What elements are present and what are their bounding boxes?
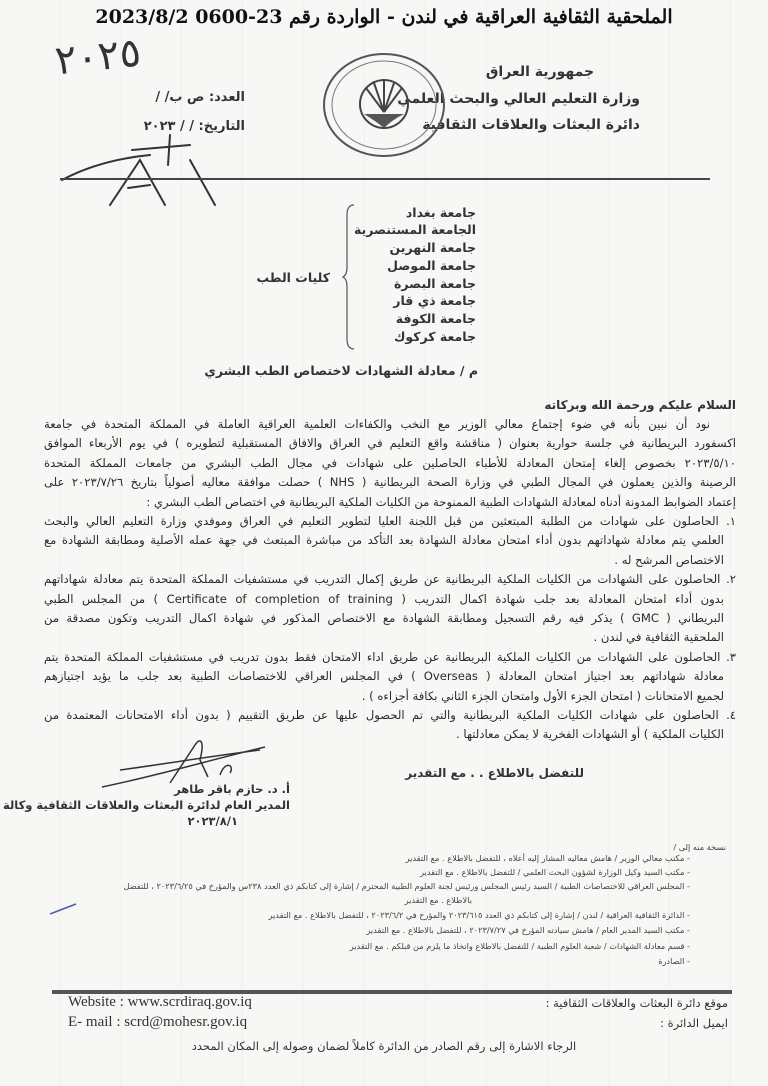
brace-icon: [342, 203, 358, 351]
received-stamp-banner: الملحقية الثقافية العراقية في لندن - الواردة رقم 23-0600 2023/8/2: [95, 6, 673, 28]
footer-note: الرجاء الاشارة إلى رقم الصادر من الدائرة كاملاً لضمان وصوله إلى المكان المحدد: [191, 1039, 577, 1053]
ministry-seal-logo: [322, 52, 446, 158]
signatory-title: المدير العام لدائرة البعثات والعلاقات الثقافية وكالة: [2, 798, 290, 812]
recipient-university: الجامعة المستنصرية: [353, 222, 476, 237]
document-date: التاريخ: / / ٢٠٢٣: [143, 119, 245, 134]
body-line: الكليات الملكية ) أو الشهادات الفخرية لا يمكن معادلتها .: [456, 727, 724, 742]
signatory-name: أ. د. حازم باقر طاهر: [174, 782, 290, 796]
body-line: لجميع الامتحانات ( امتحان الجزء الأول وامتحان الجزء الثاني بكافة أجزاءه ) .: [361, 688, 724, 703]
cc-item: - مكتب معالي الوزير / هامش معاليه المشار إليه أعلاه ، للتفضل بالاطلاع . مع التقدير: [405, 853, 690, 863]
body-line: الاختصاص المرشح له .: [614, 552, 724, 567]
recipient-university: جامعة كركوك: [393, 329, 476, 344]
body-line: إعتماد الضوابط المدونة أدناه لمعادلة الشهادات الطبية الممنوحة من الكليات الملكية البريطانية في اختصاص الطب البشري :: [146, 494, 736, 509]
check-mark-annotation: [48, 902, 78, 916]
cc-item: بالاطلاع . مع التقدير: [404, 895, 472, 905]
body-line: العلمي يتم معادلة شهاداتهم بدون أداء امتحان معادلة الشهادة بعد التأكد من مباشرة المبتعث في جهة عمله الأصلية ومطابقة الشهادة مع: [44, 533, 724, 548]
footer-email-link[interactable]: E- mail : scrd@mohesr.gov.iq: [68, 1014, 248, 1030]
recipient-university: جامعة بغداد: [405, 205, 476, 220]
body-line: ٣. الحاصلون على الشهادات من الكليات الملكية البريطانية عن طريق اداء الامتحان فقط بدون تدريب في مستشفيات المملكة المتحدة يتم: [44, 649, 736, 664]
signature-date: ٢٠٢٣/٨/١: [187, 814, 238, 828]
footer-website-link[interactable]: Website : www.scrdiraq.gov.iq: [68, 994, 252, 1010]
header-department: دائرة البعثات والعلاقات الثقافية: [422, 117, 640, 133]
cc-item: - الدائرة الثقافية العراقية / لندن / إشارة إلى كتابكم ذي العدد ٢٠٢٣/٦١٥ والمؤرخ في ٢٠٢٣/٦/٢ ، للتفضل بالاطلاع . مع التقدير: [268, 910, 690, 920]
header-ministry: وزارة التعليم العالي والبحث العلمي: [397, 91, 640, 107]
closing: للتفضل بالاطلاع . . مع التقدير: [405, 766, 584, 780]
body-line: البريطاني ( GMC ) يذكر فيه رقم التسجيل ومطابقة الشهادة مع الاختصاص المذكور في شهادة اكمال التدريب وتكون مصدقة من: [44, 611, 725, 625]
recipient-university: جامعة البصرة: [394, 276, 476, 291]
body-line: ٢٠٢٣/٥/١٠ بخصوص إلغاء إمتحان المعادلة للأطباء الحاصلين على شهادات في مجال الطب البشري من جامعات المملكة المتحدة: [44, 455, 736, 470]
footer-website-label: موقع دائرة البعثات والعلاقات الثقافية :: [545, 996, 728, 1010]
body-line: معادلة شهاداتهم بعد اجتياز امتحان المعادلة ( Overseas ) في المجلس العراقي للاختصاصات الطبية بعد جلب ما يؤيد اجتيازهم: [44, 669, 724, 684]
body-line: بدون أداء امتحان المعادلة بعد جلب شهادة اكمال التدريب ( Certificate of completion of training ) من المجلس الطبي: [44, 591, 724, 606]
footer-email-label: ايميل الدائرة :: [660, 1016, 728, 1030]
recipient-group-label: كليات الطب: [256, 270, 330, 285]
salutation: السلام عليكم ورحمة الله وبركاته: [544, 398, 736, 412]
cc-item: - مكتب السيد وكيل الوزارة لشؤون البحث العلمي / للتفضل بالاطلاع . مع التقدير: [419, 867, 690, 877]
body-line: الملحقية الثقافية في لندن .: [593, 630, 724, 645]
body-line: اكسفورد البريطانية في جلسة حوارية بعنوان ( مناقشة واقع التعليم في العراق والافاق المستقبلية لتطويره ) في يوم الأربعاء الموافق: [44, 436, 736, 451]
cc-item: - مكتب السيد المدير العام / هامش سيادته المؤرخ في ٢٠٢٣/٧/٢٧ ، للتفضل بالاطلاع . مع التقدير: [366, 925, 690, 935]
cc-item: - قسم معادلة الشهادات / شعبة العلوم الطبية / للتفضل بالاطلاع واتخاذ ما يلزم من قبلكم . مع التقدير: [349, 941, 690, 951]
reference-number: العدد: ص ب/ /: [155, 90, 245, 105]
cc-heading: نسخة منه إلى /: [673, 842, 726, 852]
subject-line: م / معادلة الشهادات لاختصاص الطب البشري: [204, 363, 478, 378]
body-line: الرصينة والذين يعملون في المجال الطبي في وزارة الصحة البريطانية ( NHS ) حصلت موافقة معاليه أصولياً بتاريخ ٢٠٢٣/٧/٢٦ على: [44, 475, 737, 490]
body-line: نود أن نبين بأنه في ضوء إجتماع معالي الوزير مع النخب والكفاءات العلمية العراقية العاملة في المملكة المتحدة في جامعة: [44, 417, 710, 431]
handwritten-top-note: ٢٠٢٥: [52, 29, 144, 85]
recipient-university: جامعة الكوفة: [395, 311, 476, 326]
cc-item: - الصادرة: [658, 956, 690, 966]
recipient-university: جامعة ذي قار: [393, 293, 476, 308]
body-line: ٤. الحاصلون على شهادات الكليات الملكية البريطانية والتي تم الحصول عليها عن طريق التقييم ( بدون أداء الامتحانات المعتمدة من: [44, 708, 736, 722]
recipient-university: جامعة الموصل: [387, 258, 476, 273]
body-line: ٢. الحاصلون على الشهادات من الكليات الملكية البريطانية عن طريق إكمال التدريب في مستشفيات المملكة المتحدة يتم معادلة شهاداتهم: [44, 572, 736, 587]
cc-item: - المجلس العراقي للاختصاصات الطبية / السيد رئيس المجلس ورئيس لجنة العلوم الطبية المحترم / إشارة إلى كتابكم ذي العدد ٢٣٨س والمؤرخ في ٢٠٢٣/٦/٢٥ ، للتفضل: [123, 881, 690, 891]
header-divider: [60, 178, 710, 180]
recipient-university: جامعة النهرين: [389, 240, 476, 255]
body-line: ١. الحاصلون على شهادات من الطلبة المبتعثين من قبل اللجنة العليا لتطوير التعليم في العراق وموفدي وزارة التعليم العالي والبحث: [44, 514, 736, 528]
header-country: جمهورية العراق: [485, 64, 595, 80]
